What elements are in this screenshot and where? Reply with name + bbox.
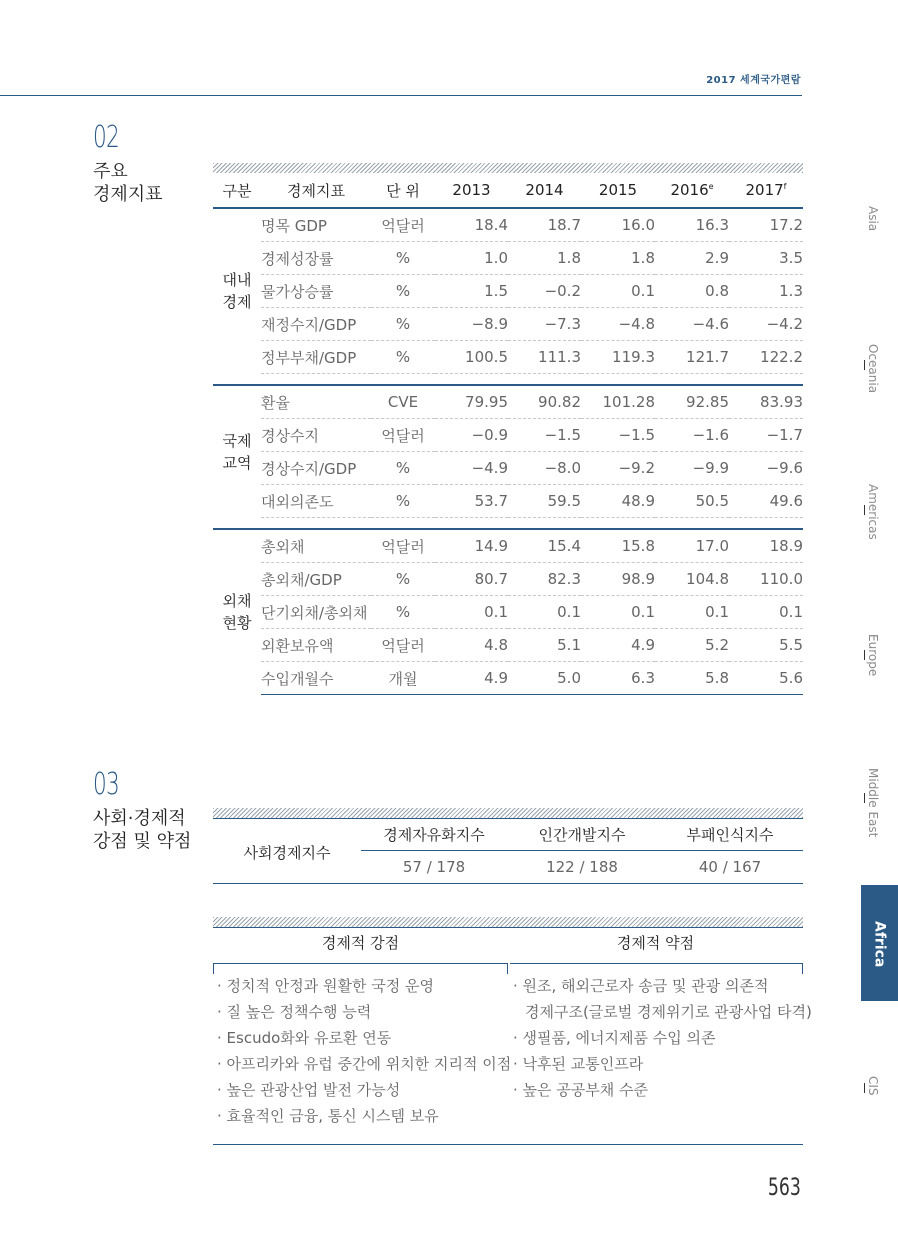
indicator-value: 80.7 [435, 563, 508, 596]
indicator-name: 경상수지 [261, 419, 371, 452]
indicator-value: −0.9 [435, 419, 508, 452]
side-nav-americas[interactable]: Americas [866, 484, 880, 540]
group-label-line: 경제 [222, 293, 252, 312]
indicator-value: 0.1 [655, 596, 729, 629]
indicator-value: 119.3 [581, 341, 655, 374]
book-title: 2017 세계국가편람 [706, 75, 801, 86]
side-nav-africa-active[interactable] [861, 885, 898, 1001]
forecast-mark: f [783, 182, 787, 191]
socioeconomic-index-table [213, 820, 803, 884]
list-item: · 높은 공공부채 수준 [513, 1081, 648, 1099]
table-row [213, 529, 803, 563]
header-rule [0, 95, 802, 96]
index-header: 부패인식지수 [686, 826, 774, 844]
indicator-value: 48.9 [581, 485, 655, 518]
indicator-value: 16.0 [581, 208, 655, 242]
indicator-value: 92.85 [655, 385, 729, 419]
hatch-bar [213, 808, 803, 818]
column-header-text: 2017 [745, 181, 784, 199]
strengths-list [217, 973, 511, 1129]
section-number: 02 [93, 120, 120, 155]
indicator-value: 121.7 [655, 341, 729, 374]
group-label-line: 교역 [222, 453, 252, 472]
table-row [213, 385, 803, 419]
index-value: 57 / 178 [402, 858, 466, 876]
indicator-value: 17.2 [729, 208, 803, 242]
section-title-line: 경제지표 [93, 184, 163, 205]
index-divider [361, 850, 803, 851]
side-nav-oceania[interactable]: Oceania [866, 344, 880, 394]
column-header [729, 173, 803, 208]
indicator-value: 0.1 [508, 596, 581, 629]
table-row [213, 596, 803, 629]
indicator-value: 1.8 [508, 242, 581, 275]
indicator-value: 4.8 [435, 629, 508, 662]
indicator-name: 총외채 [261, 529, 371, 563]
group-separator-cell [213, 374, 803, 386]
index-label: 사회경제지수 [243, 843, 331, 862]
hatch-bar [213, 163, 803, 173]
column-header: 단 위 [386, 181, 420, 200]
indicator-unit: 개월 [371, 662, 435, 695]
indicator-value: 104.8 [655, 563, 729, 596]
section-number: 03 [93, 767, 120, 802]
side-nav-middle-east[interactable]: Middle East [866, 768, 880, 838]
indicator-unit: 억달러 [371, 629, 435, 662]
indicator-value: 5.6 [729, 662, 803, 695]
indicator-name: 외환보유액 [261, 629, 371, 662]
table-row [213, 662, 803, 695]
indicator-value: −0.2 [508, 275, 581, 308]
indicator-value: 50.5 [655, 485, 729, 518]
list-item: · 원조, 해외근로자 송금 및 관광 의존적 [513, 977, 769, 995]
indicator-value: 79.95 [435, 385, 508, 419]
side-nav-cis[interactable]: CIS [866, 1076, 880, 1096]
indicator-value: 18.4 [435, 208, 508, 242]
indicator-value: −7.3 [508, 308, 581, 341]
table-header-row [213, 173, 803, 208]
group-label [213, 385, 261, 518]
group-label-line: 현황 [222, 614, 252, 633]
side-nav-africa-label: Africa [871, 921, 888, 968]
section-title-line: 사회·경제적 [93, 808, 186, 829]
indicator-value: −9.2 [581, 452, 655, 485]
indicator-value: 2.9 [655, 242, 729, 275]
indicator-value: 5.1 [508, 629, 581, 662]
group-separator-cell [213, 518, 803, 530]
indicator-name: 수입개월수 [261, 662, 371, 695]
indicator-unit: % [371, 341, 435, 374]
indicator-value: 14.9 [435, 529, 508, 563]
table-row [213, 341, 803, 374]
indicator-name: 정부부채/GDP [261, 341, 371, 374]
page-number: 563 [768, 1173, 801, 1201]
section-title-line: 주요 [93, 161, 128, 182]
indicator-value: 4.9 [435, 662, 508, 695]
table-top-rule [213, 927, 803, 928]
indicator-name: 경상수지/GDP [261, 452, 371, 485]
group-label-line: 대내 [222, 271, 252, 290]
table-top-rule [213, 818, 803, 819]
indicator-value: −1.5 [508, 419, 581, 452]
column-header: 경제지표 [287, 181, 345, 200]
indicator-value: 1.8 [581, 242, 655, 275]
table-row [213, 275, 803, 308]
indicator-value: −1.7 [729, 419, 803, 452]
indicator-value: 3.5 [729, 242, 803, 275]
column-header: 구분 [222, 181, 252, 200]
indicator-value: −4.9 [435, 452, 508, 485]
indicator-value: 16.3 [655, 208, 729, 242]
section-title [93, 160, 163, 206]
strengths-header: 경제적 강점 [321, 934, 400, 952]
indicator-unit: 억달러 [371, 419, 435, 452]
estimate-mark: e [708, 182, 714, 191]
indicator-value: −9.9 [655, 452, 729, 485]
indicator-value: 110.0 [729, 563, 803, 596]
indicator-value: 18.7 [508, 208, 581, 242]
indicator-value: 5.5 [729, 629, 803, 662]
indicator-name: 단기외채/총외채 [261, 596, 371, 629]
indicator-value: 0.1 [729, 596, 803, 629]
indicator-unit: % [371, 308, 435, 341]
table-row [213, 208, 803, 242]
indicator-value: 5.0 [508, 662, 581, 695]
column-header [655, 173, 729, 208]
table-row [213, 419, 803, 452]
indicator-value: 100.5 [435, 341, 508, 374]
indicator-value: 1.3 [729, 275, 803, 308]
section-title-line: 강점 및 약점 [93, 831, 192, 852]
indicator-unit: % [371, 275, 435, 308]
group-separator [213, 518, 803, 530]
indicator-name: 경제성장률 [261, 242, 371, 275]
list-item: · 아프리카와 유럽 중간에 위치한 지리적 이점 [217, 1055, 512, 1073]
index-header: 인간개발지수 [538, 826, 626, 844]
side-nav-asia[interactable]: Asia [866, 206, 880, 232]
table-row [213, 563, 803, 596]
indicator-value: −1.5 [581, 419, 655, 452]
index-header: 경제자유화지수 [383, 826, 485, 844]
list-item: · 낙후된 교통인프라 [513, 1055, 644, 1073]
indicator-value: 17.0 [655, 529, 729, 563]
index-value: 122 / 188 [546, 858, 618, 876]
indicator-value: 98.9 [581, 563, 655, 596]
side-nav-tick [864, 793, 865, 803]
column-header: 2013 [452, 181, 491, 199]
list-item: · 높은 관광산업 발전 가능성 [217, 1081, 401, 1099]
indicator-value: −4.6 [655, 308, 729, 341]
group-label [213, 529, 261, 695]
indicator-name: 대외의존도 [261, 485, 371, 518]
indicator-unit: 억달러 [371, 208, 435, 242]
weaknesses-header: 경제적 약점 [616, 934, 695, 952]
indicator-value: 0.1 [581, 275, 655, 308]
indicator-value: 1.0 [435, 242, 508, 275]
indicator-value: 90.82 [508, 385, 581, 419]
list-item: 경제구조(글로벌 경제위기로 관광사업 타격) [525, 1003, 812, 1021]
indicator-value: 15.8 [581, 529, 655, 563]
list-item: · 효율적인 금융, 통신 시스템 보유 [217, 1107, 439, 1125]
indicator-value: 0.1 [581, 596, 655, 629]
indicator-value: 122.2 [729, 341, 803, 374]
list-item: · Escudo화와 유로환 연동 [217, 1029, 392, 1047]
indicator-value: −8.9 [435, 308, 508, 341]
table-row [213, 308, 803, 341]
indicator-unit: 억달러 [371, 529, 435, 563]
indicator-name: 물가상승률 [261, 275, 371, 308]
indicator-value: 0.1 [435, 596, 508, 629]
indicator-value: 59.5 [508, 485, 581, 518]
group-label-line: 국제 [222, 431, 252, 450]
side-nav-tick [864, 650, 865, 660]
section-title [93, 807, 191, 853]
indicator-value: 5.8 [655, 662, 729, 695]
indicator-unit: CVE [371, 385, 435, 419]
indicator-name: 총외채/GDP [261, 563, 371, 596]
indicator-value: 5.2 [655, 629, 729, 662]
indicator-value: −1.6 [655, 419, 729, 452]
indicator-value: 111.3 [508, 341, 581, 374]
column-header: 2015 [598, 181, 638, 199]
indicator-value: −9.6 [729, 452, 803, 485]
weaknesses-list [513, 973, 812, 1103]
side-nav-europe[interactable]: Europe [866, 634, 880, 677]
indicator-value: −8.0 [508, 452, 581, 485]
indicator-unit: % [371, 452, 435, 485]
indicator-name: 환율 [261, 385, 371, 419]
indicator-name: 명목 GDP [261, 208, 371, 242]
indicator-value: 82.3 [508, 563, 581, 596]
indicator-value: 101.28 [581, 385, 655, 419]
indicator-value: 18.9 [729, 529, 803, 563]
indicator-value: 49.6 [729, 485, 803, 518]
table-row [213, 629, 803, 662]
indicator-unit: % [371, 596, 435, 629]
side-nav-tick [864, 505, 865, 515]
list-item: · 질 높은 정책수행 능력 [217, 1003, 372, 1021]
indicator-value: 1.5 [435, 275, 508, 308]
indicator-unit: % [371, 563, 435, 596]
indicator-value: 0.8 [655, 275, 729, 308]
table-bottom-rule [213, 1144, 803, 1145]
indicator-value: 83.93 [729, 385, 803, 419]
indicator-unit: % [371, 242, 435, 275]
indicator-value: 15.4 [508, 529, 581, 563]
table-row [213, 452, 803, 485]
economic-indicators-table [213, 173, 803, 695]
side-nav-tick [864, 1083, 865, 1093]
indicator-value: 53.7 [435, 485, 508, 518]
indicator-unit: % [371, 485, 435, 518]
list-item: · 정치적 안정과 원활한 국정 운영 [217, 977, 434, 995]
table-row [213, 485, 803, 518]
index-bottom-rule [213, 883, 803, 884]
group-separator [213, 374, 803, 386]
indicator-value: −4.2 [729, 308, 803, 341]
hatch-bar [213, 917, 803, 927]
indicator-value: 4.9 [581, 629, 655, 662]
group-label-line: 외채 [222, 592, 252, 611]
list-item: · 생필품, 에너지제품 수입 의존 [513, 1029, 716, 1047]
column-header: 2014 [525, 181, 564, 199]
indicator-value: 6.3 [581, 662, 655, 695]
column-header-text: 2016 [670, 181, 709, 199]
indicator-value: −4.8 [581, 308, 655, 341]
index-value: 40 / 167 [698, 858, 762, 876]
side-nav-tick [864, 360, 865, 370]
indicator-name: 재정수지/GDP [261, 308, 371, 341]
group-label [213, 208, 261, 374]
table-row [213, 242, 803, 275]
